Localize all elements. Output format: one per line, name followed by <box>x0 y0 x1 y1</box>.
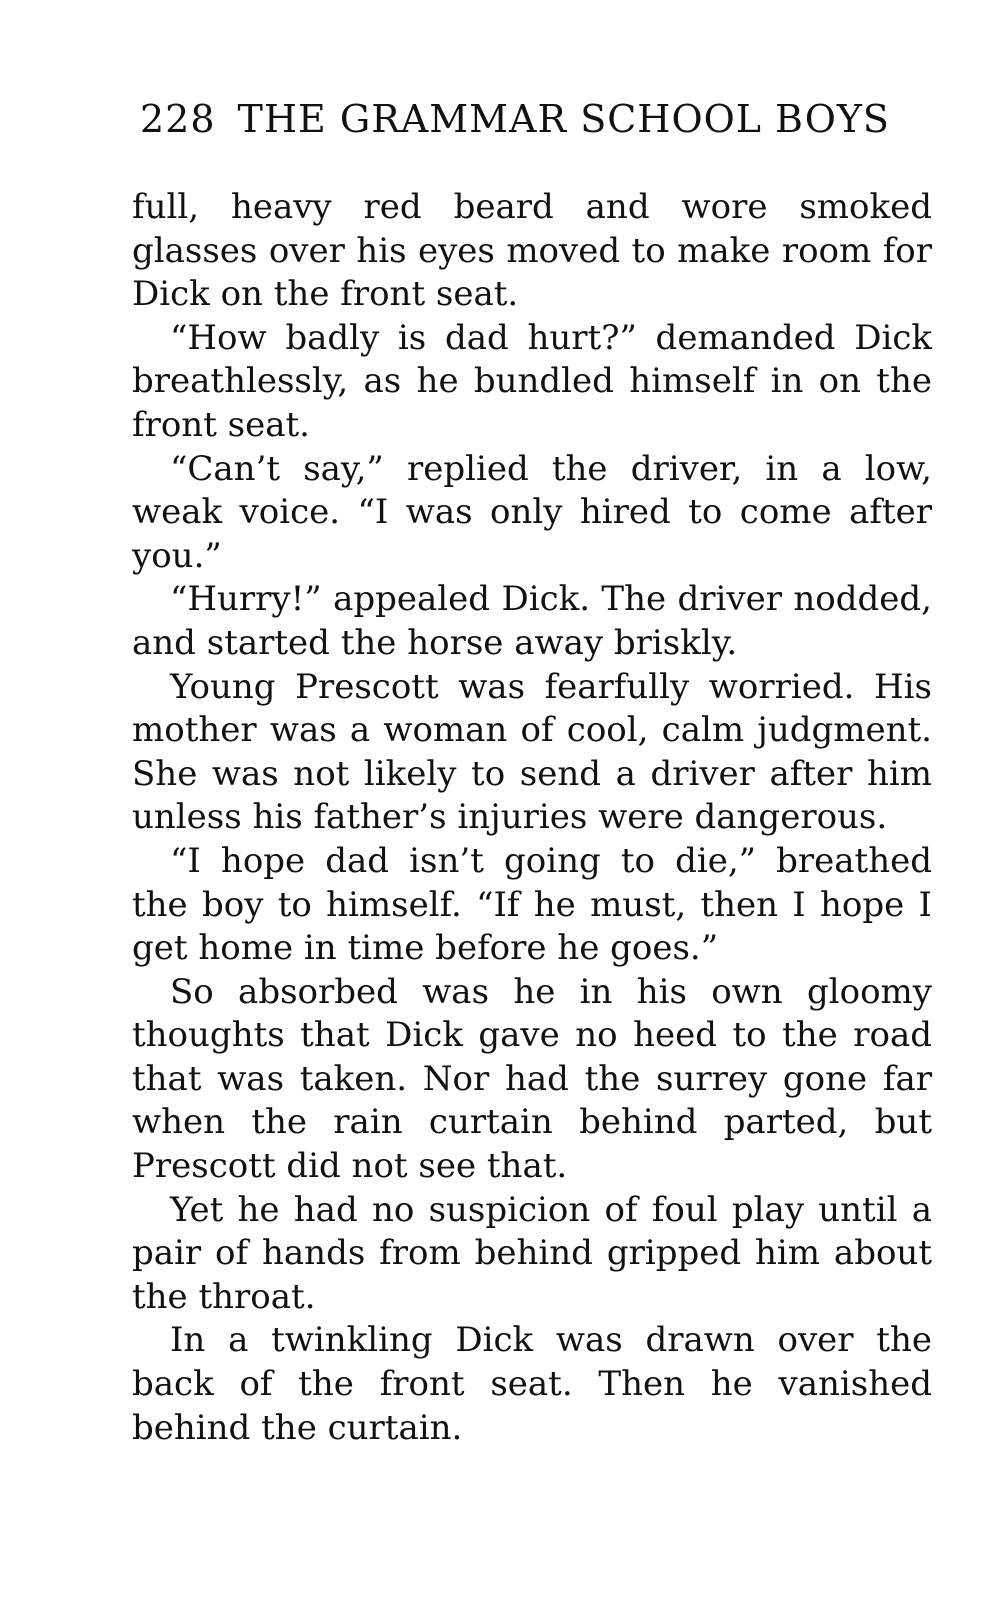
paragraph-2: “How badly is dad hurt?” demanded Dick breathlessly, as he bundled himself in on the front seat. <box>132 317 932 445</box>
body-text <box>132 186 932 1450</box>
paragraph-3: “Can’t say,” replied the driver, in a low, weak voice. “I was only hired to come after you.” <box>132 448 932 576</box>
paragraph-4: “Hurry!” appealed Dick. The driver nodded, and started the horse away briskly. <box>132 579 932 663</box>
page-number: 228 <box>140 97 216 141</box>
paragraph-5: Young Prescott was fearfully worried. His mother was a woman of cool, calm judgment. She was not likely to send a driver after him unless his father’s injuries were dangerous. <box>132 666 932 838</box>
book-title: THE GRAMMAR SCHOOL BOYS <box>237 97 890 141</box>
paragraph-1: full, heavy red beard and wore smoked glasses over his eyes moved to make room for Dick on the front seat. <box>132 187 932 315</box>
paragraph-9: In a twinkling Dick was drawn over the back of the front seat. Then he vanished behind the curtain. <box>132 1320 932 1448</box>
paragraph-8: Yet he had no suspicion of foul play until a pair of hands from behind gripped him about the throat. <box>132 1189 932 1317</box>
running-head <box>140 94 890 144</box>
paragraph-6: “I hope dad isn’t going to die,” breathed the boy to himself. “If he must, then I hope I get home in time before he goes.” <box>132 840 932 969</box>
paragraph-7: So absorbed was he in his own gloomy thoughts that Dick gave no heed to the road that was taken. Nor had the surrey gone far when the rain curtain behind parted, but Prescott did not see that. <box>132 971 932 1187</box>
